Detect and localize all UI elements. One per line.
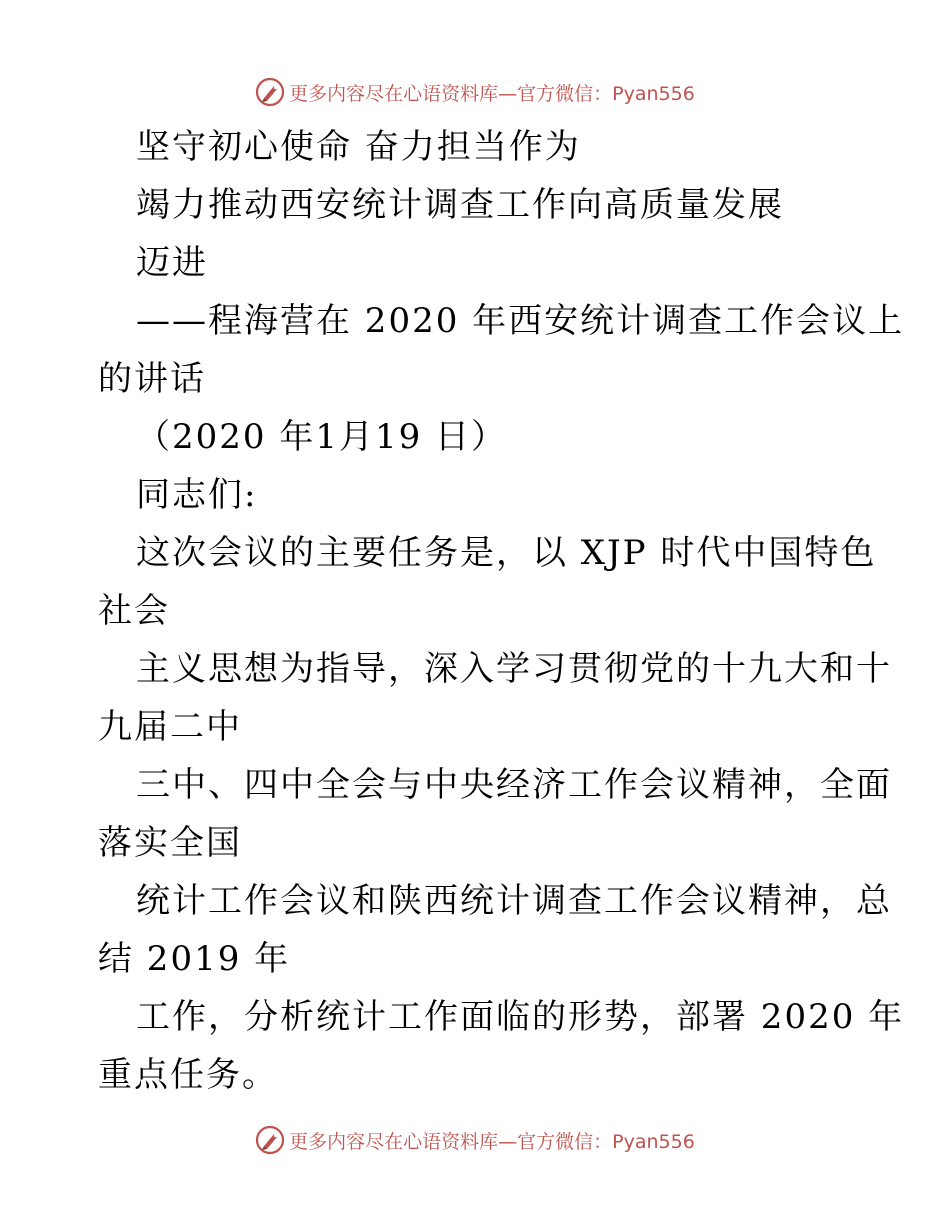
paragraph-line: 社会: [98, 591, 170, 631]
paragraph-line: 结 2019 年: [98, 939, 291, 979]
title-line-3: 迈进: [136, 243, 208, 283]
paragraph-line: 落实全国: [98, 823, 242, 863]
paragraph-line: 重点任务。: [98, 1055, 278, 1095]
title-line-2: 竭力推动西安统计调查工作向高质量发展: [136, 185, 784, 225]
date-line: （2020 年1月19 日）: [136, 417, 508, 457]
title-line-1: 坚守初心使命 奋力担当作为: [136, 127, 581, 167]
watermark-handle: Pyan556: [612, 1130, 695, 1153]
header-watermark: [0, 72, 950, 112]
subtitle-line-1: ——程海营在 2020 年西安统计调查工作会议上: [136, 301, 905, 341]
paragraph-line: 主义思想为指导，深入学习贯彻党的十九大和十: [136, 649, 892, 689]
paragraph-line: 九届二中: [98, 707, 242, 747]
watermark-label: 更多内容尽在心语资料库—官方微信：: [289, 1130, 613, 1153]
paragraph-line: 三中、四中全会与中央经济工作会议精神，全面: [136, 765, 892, 805]
watermark-handle: Pyan556: [612, 82, 695, 105]
salutation: 同志们:: [136, 475, 258, 515]
pen-logo-icon: [255, 77, 285, 107]
watermark-text: [289, 79, 695, 106]
paragraph-line: 这次会议的主要任务是，以 XJP 时代中国特色: [136, 533, 877, 573]
watermark-text: [289, 1127, 695, 1154]
paragraph-line: 工作，分析统计工作面临的形势，部署 2020 年: [136, 997, 905, 1037]
subtitle-line-2: 的讲话: [98, 359, 206, 399]
paragraph-line: 统计工作会议和陕西统计调查工作会议精神，总: [136, 881, 892, 921]
footer-watermark: [0, 1120, 950, 1160]
watermark-label: 更多内容尽在心语资料库—官方微信：: [289, 82, 613, 105]
pen-logo-icon: [255, 1125, 285, 1155]
